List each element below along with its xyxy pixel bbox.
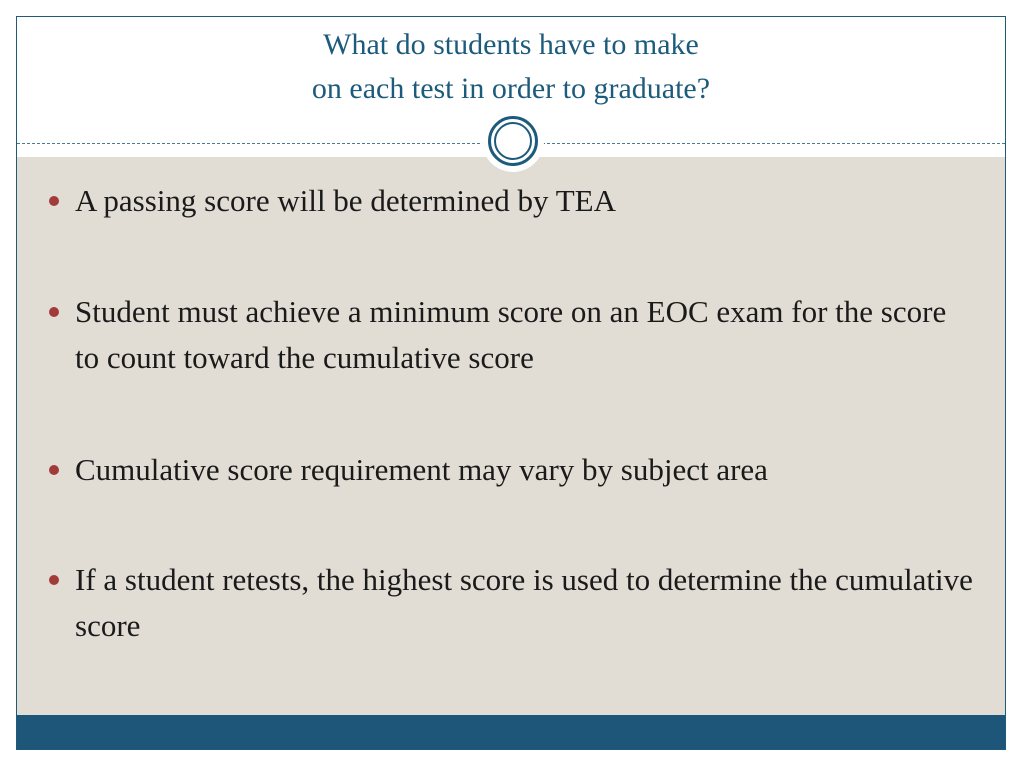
slide — [16, 16, 1006, 750]
bullet-item — [75, 557, 975, 649]
bullet-item — [75, 289, 975, 381]
bullet-text: If a student retests, the highest score is used to determine the cumulative score — [75, 562, 973, 643]
round-bullet-icon — [49, 307, 59, 317]
bullet-item — [75, 178, 975, 224]
bullet-item — [75, 447, 975, 493]
bullet-text: A passing score will be determined by TEA — [75, 183, 616, 218]
slide-title-line-1: What do students have to make — [323, 28, 699, 61]
bullet-text: Cumulative score requirement may vary by subject area — [75, 452, 768, 487]
ornament-inner-ring — [494, 122, 532, 160]
bullet-text: Student must achieve a minimum score on an EOC exam for the score to count toward the cumulative score — [75, 294, 947, 375]
round-bullet-icon — [49, 575, 59, 585]
slide-title-line-2: on each test in order to graduate? — [311, 72, 711, 105]
round-bullet-icon — [49, 196, 59, 206]
footer-bar — [17, 715, 1005, 750]
slide-title — [17, 23, 1005, 111]
double-circle-ornament-icon — [482, 110, 544, 172]
round-bullet-icon — [49, 465, 59, 475]
content-area — [17, 157, 1005, 715]
